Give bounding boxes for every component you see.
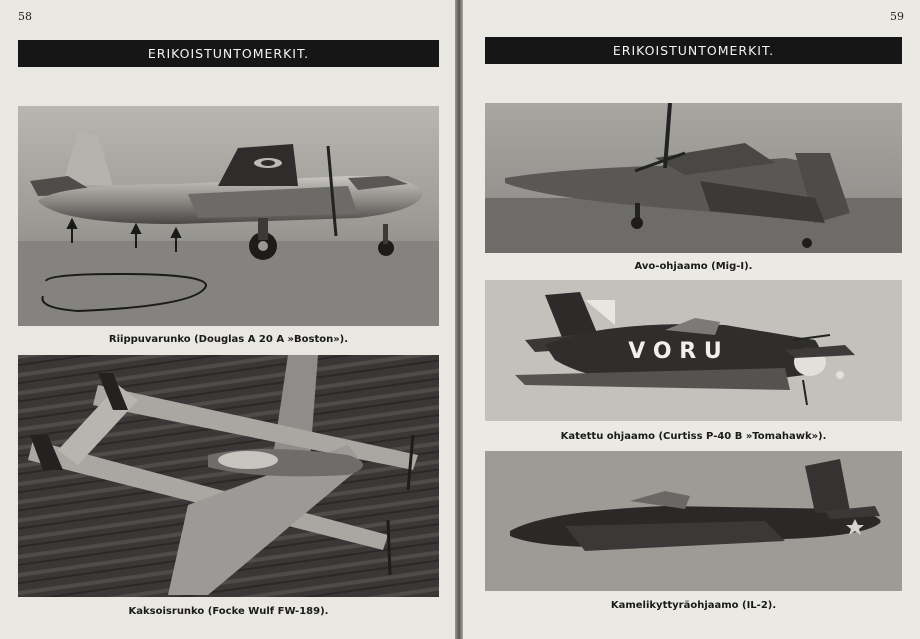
photo-curtiss-p40-tomahawk bbox=[485, 280, 902, 421]
left-page bbox=[0, 0, 455, 639]
page-number: 59 bbox=[890, 10, 904, 23]
figure-caption: Kamelikyttyräohjaamo (IL-2). bbox=[610, 600, 777, 611]
photo-focke-wulf-fw189 bbox=[18, 355, 439, 597]
photo-il-2 bbox=[485, 451, 902, 591]
photo-douglas-boston bbox=[18, 106, 439, 326]
figure-caption: Kaksoisrunko (Focke Wulf FW-189). bbox=[128, 606, 329, 617]
book-gutter bbox=[455, 0, 463, 639]
page-number: 58 bbox=[18, 10, 32, 23]
figure-caption: Riippuvarunko (Douglas A 20 A »Boston»). bbox=[108, 334, 349, 345]
photo-mig-1 bbox=[485, 103, 902, 253]
section-header: ERIKOISTUNTOMERKIT. bbox=[485, 37, 902, 64]
figure-caption: Avo-ohjaamo (Mig-I). bbox=[634, 261, 753, 272]
figure-caption: Katettu ohjaamo (Curtiss P-40 B »Tomahawk»). bbox=[560, 431, 827, 442]
aircraft-marking: V O R U bbox=[628, 339, 722, 364]
right-page bbox=[463, 0, 920, 639]
section-header: ERIKOISTUNTOMERKIT. bbox=[18, 40, 439, 67]
